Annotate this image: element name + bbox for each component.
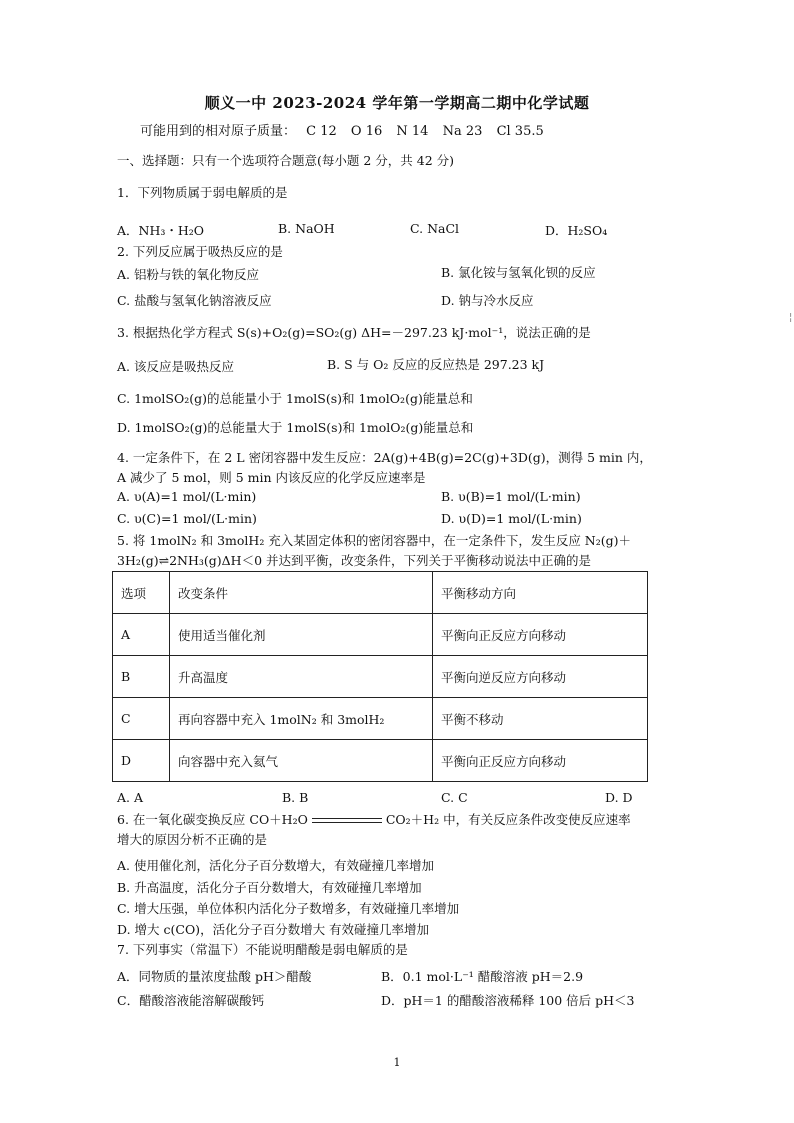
table-cell: 平衡向逆反应方向移动 (433, 656, 648, 698)
table-row (113, 656, 648, 698)
q2-stem: 2. 下列反应属于吸热反应的是 (117, 244, 283, 259)
q6-stem-part1: 6. 在一氧化碳变换反应 CO＋H₂O (117, 812, 308, 827)
q3-option-c: C. 1molSO₂(g)的总能量小于 1molS(s)和 1molO₂(g)能量总和 (117, 391, 473, 406)
table-cell: A (113, 614, 170, 656)
q7-option-d: D．pH＝1 的醋酸溶液稀释 100 倍后 pH＜3 (381, 993, 635, 1008)
table-row (113, 698, 648, 740)
q7-option-c: C．醋酸溶液能溶解碳酸钙 (117, 993, 265, 1008)
q2-option-b: B. 氯化铵与氢氧化钡的反应 (441, 265, 596, 280)
q1-option-c: C. NaCl (410, 221, 460, 236)
table-header-cell: 改变条件 (170, 572, 433, 614)
atomic-mass-line (140, 120, 554, 139)
atomic-mass-cl: Cl 35.5 (496, 124, 544, 139)
q4-stem-line1: 4. 一定条件下，在 2 L 密闭容器中发生反应：2A(g)+4B(g)=2C(g)+3D(g)，测得 5 min 内， (117, 450, 652, 465)
q3-option-d: D. 1molSO₂(g)的总能量大于 1molS(s)和 1molO₂(g)能量总和 (117, 420, 474, 435)
table-cell: D (113, 740, 170, 782)
q2-option-a: A. 铝粉与铁的氧化物反应 (117, 267, 259, 282)
table-cell: 再向容器中充入 1molN₂ 和 3molH₂ (170, 698, 433, 740)
table-header-cell: 平衡移动方向 (433, 572, 648, 614)
exam-title: 顺义一中 2023-2024 学年第一学期高二期中化学试题 (204, 94, 590, 112)
q1-stem: 1．下列物质属于弱电解质的是 (117, 185, 288, 200)
table-cell: C (113, 698, 170, 740)
q5-option-b: B. B (282, 790, 309, 805)
q4-stem-line2: A 减少了 5 mol，则 5 min 内该反应的化学反应速率是 (117, 470, 426, 485)
table-cell: 使用适当催化剂 (170, 614, 433, 656)
q4-option-a: A. υ(A)=1 mol/(L·min) (117, 489, 257, 504)
q6-option-a: A. 使用催化剂，活化分子百分数增大，有效碰撞几率增加 (117, 858, 434, 873)
atomic-mass-prefix: 可能用到的相对原子质量： (140, 124, 297, 139)
q5-stem-line1: 5. 将 1molN₂ 和 3molH₂ 充入某固定体积的密闭容器中，在一定条件下，发生反应 N₂(g)＋ (117, 533, 631, 548)
q7-option-a: A．同物质的量浓度盐酸 pH＞醋酸 (117, 969, 312, 984)
table-cell: 平衡不移动 (433, 698, 648, 740)
atomic-mass-o: O 16 (350, 124, 383, 139)
q1-option-a: A．NH₃・H₂O (117, 223, 205, 238)
q1-option-b: B. NaOH (278, 221, 335, 236)
q2-option-c: C. 盐酸与氢氧化钠溶液反应 (117, 293, 272, 308)
table-row (113, 740, 648, 782)
table-header-row (113, 572, 648, 614)
q3-option-a: A. 该反应是吸热反应 (117, 359, 234, 374)
q5-option-d: D. D (605, 790, 633, 805)
table-row (113, 614, 648, 656)
q4-option-d: D. υ(D)=1 mol/(L·min) (441, 511, 582, 526)
table-header-cell: 选项 (113, 572, 170, 614)
q6-option-c: C. 增大压强，单位体积内活化分子数增多，有效碰撞几率增加 (117, 901, 460, 916)
q3-option-b: B. S 与 O₂ 反应的反应热是 297.23 kJ (327, 357, 545, 372)
q7-option-b: B．0.1 mol·L⁻¹ 醋酸溶液 pH＝2.9 (381, 969, 584, 984)
table-cell: 升高温度 (170, 656, 433, 698)
table-cell: 平衡向正反应方向移动 (433, 614, 648, 656)
q5-table (112, 571, 648, 782)
q7-stem: 7. 下列事实（常温下）不能说明醋酸是弱电解质的是 (117, 942, 408, 957)
margin-mark: ¦ (789, 312, 793, 323)
q5-option-c: C. C (441, 790, 468, 805)
atomic-mass-c: C 12 (306, 124, 337, 139)
q6-option-b: B. 升高温度，活化分子百分数增大，有效碰撞几率增加 (117, 880, 422, 895)
q4-option-c: C. υ(C)=1 mol/(L·min) (117, 511, 257, 526)
q5-option-a: A. A (117, 790, 144, 805)
q3-stem: 3. 根据热化学方程式 S(s)+O₂(g)=SO₂(g) ΔH=－297.23 kJ·mol⁻¹，说法正确的是 (117, 325, 591, 340)
q6-stem-line2: 增大的原因分析不正确的是 (117, 832, 268, 847)
equilibrium-arrow-icon (312, 817, 382, 825)
page-number: 1 (393, 1056, 401, 1069)
table-cell: 平衡向正反应方向移动 (433, 740, 648, 782)
atomic-mass-na: Na 23 (442, 124, 483, 139)
q4-option-b: B. υ(B)=1 mol/(L·min) (441, 489, 581, 504)
q2-option-d: D. 钠与冷水反应 (441, 293, 534, 308)
table-cell: 向容器中充入氦气 (170, 740, 433, 782)
q6-option-d: D. 增大 c(CO)，活化分子百分数增大 有效碰撞几率增加 (117, 922, 430, 937)
table-cell: B (113, 656, 170, 698)
atomic-mass-n: N 14 (396, 124, 429, 139)
q6-stem-line1 (117, 810, 631, 828)
section-heading: 一、选择题：只有一个选项符合题意(每小题 2 分，共 42 分) (117, 153, 455, 168)
q6-stem-part2: CO₂＋H₂ 中，有关反应条件改变使反应速率 (385, 812, 631, 827)
q1-option-d: D．H₂SO₄ (545, 223, 608, 238)
q5-stem-line2: 3H₂(g)⇌2NH₃(g)ΔH＜0 并达到平衡，改变条件，下列关于平衡移动说法中正确的是 (117, 553, 592, 568)
